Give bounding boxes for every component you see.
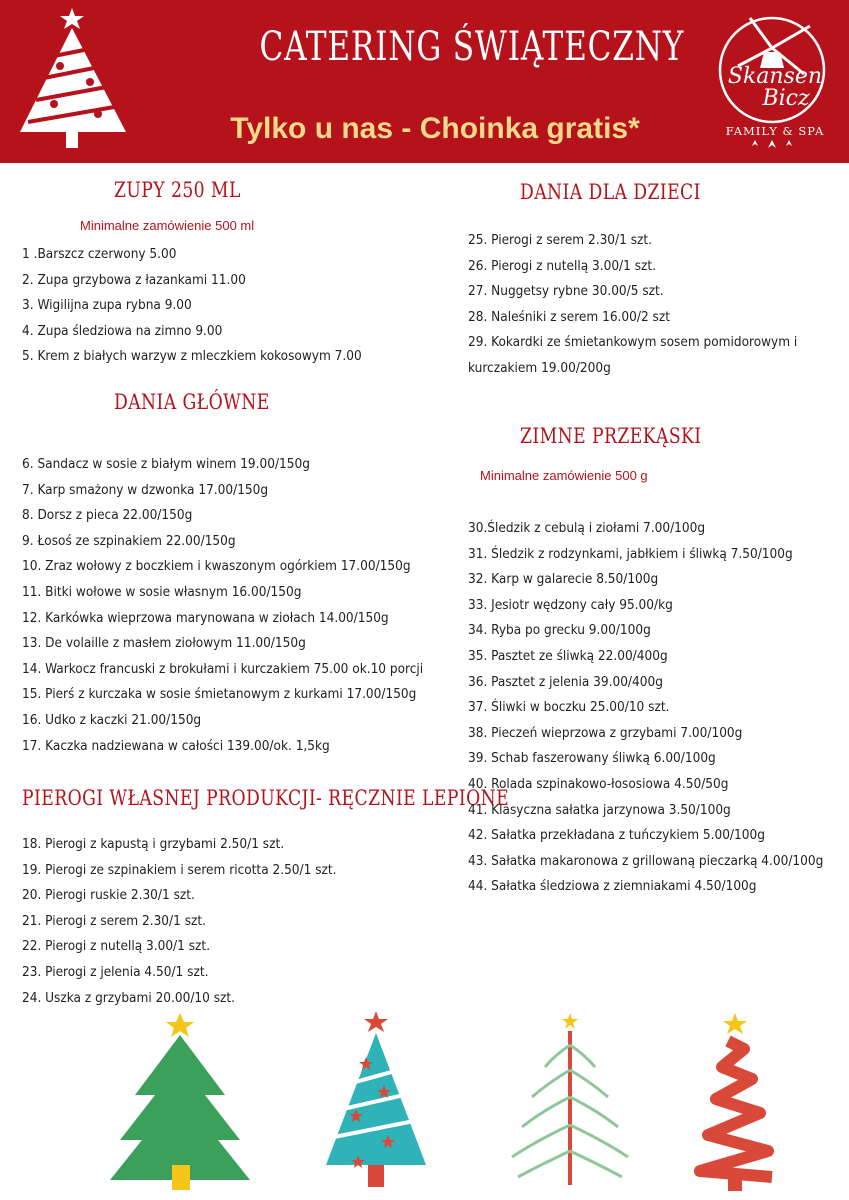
menu-item: 25. Pierogi z serem 2.30/1 szt.: [468, 232, 653, 248]
menu-item: 4. Zupa śledziowa na zimno 9.00: [22, 322, 223, 339]
menu-item: 2. Zupa grzybowa z łazankami 11.00: [22, 271, 246, 288]
section-note-przekaski: Minimalne zamówienie 500 g: [480, 468, 648, 483]
page-subtitle: Tylko u nas - Choinka gratis*: [230, 112, 640, 145]
page-title: CATERING ŚWIĄTECZNY: [259, 24, 685, 70]
menu-list-dzieci: [468, 228, 828, 382]
menu-item: 30.Śledzik z cebulą i ziołami 7.00/100g: [468, 520, 706, 536]
menu-item: 29. Kokardki ze śmietankowym sosem pomidorowym i kurczakiem 19.00/200g: [468, 334, 798, 376]
christmas-tree-icon: [14, 4, 134, 156]
menu-item: 8. Dorsz z pieca 22.00/150g: [22, 507, 193, 524]
menu-list-pierogi: [22, 832, 337, 1011]
menu-item: 44. Sałatka śledziowa z ziemniakami 4.50/100g: [468, 878, 757, 895]
menu-item: 10. Zraz wołowy z boczkiem i kwaszonym ogórkiem 17.00/150g: [22, 558, 411, 575]
menu-item: 3. Wigilijna zupa rybna 9.00: [22, 297, 192, 314]
menu-item: 9. Łosoś ze szpinakiem 22.00/150g: [22, 532, 236, 549]
menu-item: 24. Uszka z grzybami 20.00/10 szt.: [22, 989, 236, 1006]
menu-item: 34. Ryba po grecku 9.00/100g: [468, 622, 651, 639]
menu-item: 43. Sałatka makaronowa z grillowaną pieczarką 4.00/100g: [468, 852, 824, 869]
menu-item: 21. Pierogi z serem 2.30/1 szt.: [22, 912, 207, 929]
menu-item: 35. Pasztet ze śliwką 22.00/400g: [468, 647, 668, 664]
menu-item: 16. Udko z kaczki 21.00/150g: [22, 711, 202, 728]
menu-item: 11. Bitki wołowe w sosie własnym 16.00/150g: [22, 583, 302, 600]
header-banner: [0, 0, 849, 163]
menu-item: 15. Pierś z kurczaka w sosie śmietanowym z kurkami 17.00/150g: [22, 686, 417, 703]
menu-item: 12. Karkówka wieprzowa marynowana w ziołach 14.00/150g: [22, 609, 389, 626]
logo-name: Skansen Bicz: [727, 64, 823, 111]
menu-item: 19. Pierogi ze szpinakiem i serem ricotta 2.50/1 szt.: [22, 861, 337, 878]
menu-item: 1 .Barszcz czerwony 5.00: [22, 246, 177, 262]
menu-item: 28. Naleśniki z serem 16.00/2 szt: [468, 308, 670, 325]
menu-item: 41. Klasyczna sałatka jarzynowa 3.50/100g: [468, 801, 731, 818]
menu-item: 26. Pierogi z nutellą 3.00/1 szt.: [468, 257, 657, 274]
teal-tree-icon: [326, 1011, 426, 1187]
decorative-trees: [0, 1005, 849, 1200]
menu-item: 36. Pasztet z jelenia 39.00/400g: [468, 673, 663, 690]
menu-item: 14. Warkocz francuski z brokułami i kurczakiem 75.00 ok.10 porcji: [22, 660, 424, 677]
menu-item: 23. Pierogi z jelenia 4.50/1 szt.: [22, 963, 209, 980]
menu-item: 33. Jesiotr wędzony cały 95.00/kg: [468, 596, 673, 613]
logo-tagline: FAMILY & SPA: [725, 124, 825, 138]
section-title-zupy: ZUPY 250 ML: [114, 178, 241, 202]
menu-item: 13. De volaille z masłem ziołowym 11.00/150g: [22, 635, 306, 652]
menu-item: 31. Śledzik z rodzynkami, jabłkiem i śliwką 7.50/100g: [468, 545, 793, 562]
coral-tree-icon: [700, 1013, 772, 1191]
menu-item: 17. Kaczka nadziewana w całości 139.00/ok. 1,5kg: [22, 737, 330, 754]
section-title-dzieci: DANIA DLA DZIECI: [520, 180, 701, 204]
menu-list-glowne: [22, 452, 423, 759]
brand-logo: [710, 8, 840, 158]
green-tree-icon: [110, 1013, 250, 1190]
menu-item: 5. Krem z białych warzyw z mleczkiem kokosowym 7.00: [22, 348, 362, 365]
pine-tree-icon: [512, 1013, 628, 1185]
menu-item: 39. Schab faszerowany śliwką 6.00/100g: [468, 750, 716, 767]
menu-list-przekaski: [468, 516, 823, 900]
menu-item: 7. Karp smażony w dzwonka 17.00/150g: [22, 481, 269, 498]
section-title-glowne: DANIA GŁÓWNE: [114, 390, 270, 414]
menu-item: 37. Śliwki w boczku 25.00/10 szt.: [468, 699, 670, 716]
menu-item: 20. Pierogi ruskie 2.30/1 szt.: [22, 887, 195, 904]
section-title-przekaski: ZIMNE PRZEKĄSKI: [520, 424, 702, 448]
menu-item: 6. Sandacz w sosie z białym winem 19.00/150g: [22, 456, 310, 472]
section-title-pierogi: PIEROGI WŁASNEJ PRODUKCJI- RĘCZNIE LEPIONE: [22, 786, 510, 810]
menu-item: 18. Pierogi z kapustą i grzybami 2.50/1 szt.: [22, 836, 285, 852]
menu-item: 32. Karp w galarecie 8.50/100g: [468, 571, 659, 588]
menu-list-zupy: [22, 242, 362, 370]
menu-item: 40. Rolada szpinakowo-łososiowa 4.50/50g: [468, 775, 729, 792]
menu-item: 42. Sałatka przekładana z tuńczykiem 5.00/100g: [468, 827, 765, 844]
menu-item: 38. Pieczeń wieprzowa z grzybami 7.00/100g: [468, 724, 743, 741]
section-note-zupy: Minimalne zamówienie 500 ml: [80, 218, 255, 233]
menu-item: 22. Pierogi z nutellą 3.00/1 szt.: [22, 938, 211, 955]
menu-item: 27. Nuggetsy rybne 30.00/5 szt.: [468, 283, 664, 300]
